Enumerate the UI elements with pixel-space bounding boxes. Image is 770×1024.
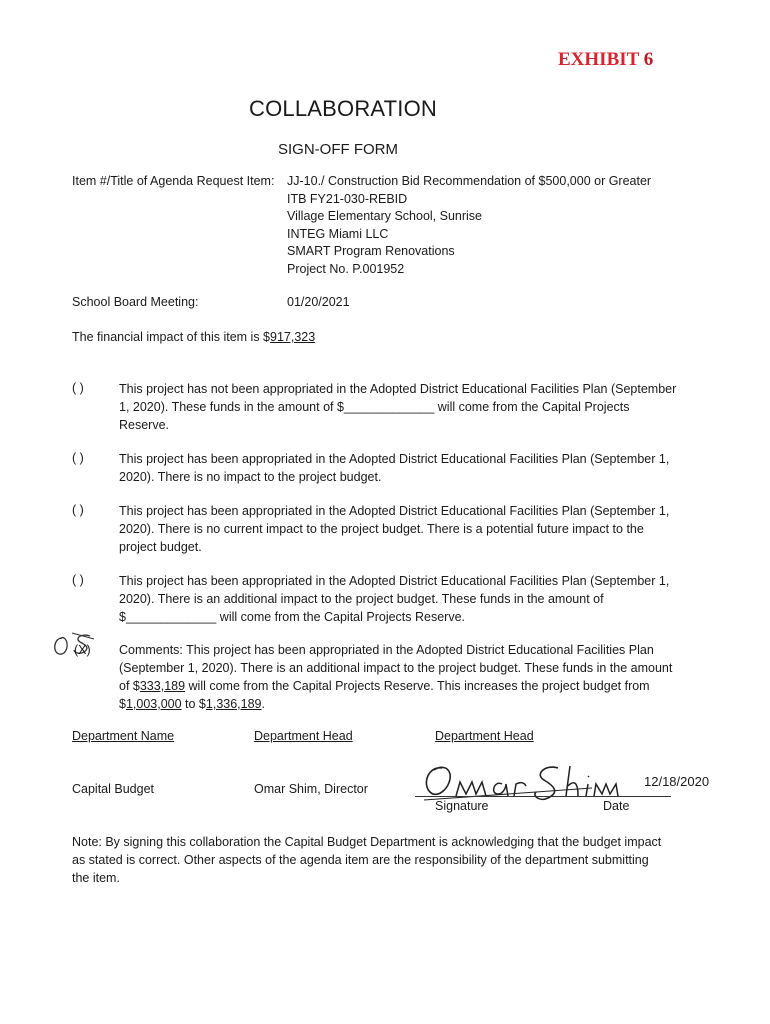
option-text	[119, 502, 681, 556]
comments-text-fragment: of $	[119, 679, 140, 693]
option-checkbox[interactable]: ( )	[72, 451, 84, 465]
exhibit-label	[558, 49, 653, 71]
comments-line	[119, 695, 681, 713]
option-line: 2020). There is no impact to the project budget.	[119, 470, 382, 484]
budget-from-amount: 1,003,000	[125, 697, 182, 711]
note-line: the item.	[72, 871, 120, 885]
meeting-date: 01/20/2021	[287, 295, 350, 309]
meeting-label: School Board Meeting:	[72, 295, 199, 309]
financial-prefix: The financial impact of this item is $	[72, 330, 270, 344]
exhibit-number: 6	[643, 49, 654, 70]
comments-line: (September 1, 2020). There is an additional impact to the project budget. These funds in the amount	[119, 661, 673, 675]
option-line: 2020). There is an additional impact to the project budget. These funds in the amount of	[119, 592, 604, 606]
department-name: Capital Budget	[72, 782, 155, 796]
option-line: This project has been appropriated in the Adopted District Educational Facilities Plan (September 1,	[119, 574, 670, 588]
comments-line	[119, 677, 681, 695]
item-line: Village Elementary School, Sunrise	[287, 209, 483, 223]
page-subtitle: SIGN-OFF FORM	[278, 141, 398, 158]
comments-amount: 333,189	[139, 679, 186, 693]
department-head-header-2: Department Head	[435, 729, 534, 743]
option-line: project budget.	[119, 540, 202, 554]
comments-text-fragment: to $	[181, 697, 206, 711]
department-head-header: Department Head	[254, 729, 353, 743]
page-title: COLLABORATION	[248, 96, 437, 121]
option-line: This project has not been appropriated in the Adopted District Educational Facilities Plan (September	[119, 382, 677, 396]
signature-line	[415, 796, 671, 797]
comments-checkbox[interactable]: (X)	[74, 643, 91, 657]
option-line: 2020). There is no current impact to the project budget. There is a potential future impact to the	[119, 522, 644, 536]
option-text	[119, 380, 681, 434]
note-line: as stated is correct. Other aspects of the agenda item are the responsibility of the department submitting	[72, 853, 649, 867]
signature-date: 12/18/2020	[644, 774, 710, 789]
option-text	[119, 572, 681, 626]
exhibit-word: EXHIBIT	[558, 49, 639, 70]
financial-impact	[72, 329, 315, 347]
signature-label: Signature	[435, 799, 489, 813]
option-line: 1, 2020). These funds in the amount of $_____________ will come from the Capital Projects	[119, 400, 630, 414]
option-checkbox[interactable]: ( )	[72, 381, 84, 395]
option-line: This project has been appropriated in the Adopted District Educational Facilities Plan (September 1,	[119, 504, 670, 518]
comments-line: Comments: This project has been appropriated in the Adopted District Educational Facilities Plan	[119, 643, 654, 657]
note-line: Note: By signing this collaboration the Capital Budget Department is acknowledging that the budget impact	[72, 835, 662, 849]
option-checkbox[interactable]: ( )	[72, 503, 84, 517]
item-line: INTEG Miami LLC	[287, 226, 389, 241]
comments-text-fragment: $	[119, 697, 126, 711]
item-line: JJ-10./ Construction Bid Recommendation of $500,000 or Greater	[287, 174, 652, 188]
comments-text	[119, 641, 681, 713]
budget-to-amount: 1,336,189	[205, 697, 262, 711]
option-text	[119, 450, 681, 486]
comments-text-fragment: .	[261, 697, 265, 711]
item-line: SMART Program Renovations	[287, 244, 455, 258]
department-name-header: Department Name	[72, 729, 175, 743]
financial-amount: 917,323	[270, 330, 316, 344]
option-line: $_____________ will come from the Capital Projects Reserve.	[119, 610, 466, 624]
item-label: Item #/Title of Agenda Request Item:	[72, 174, 275, 188]
date-label: Date	[603, 799, 630, 813]
note-text	[72, 833, 661, 887]
item-line: ITB FY21-030-REBID	[287, 191, 408, 206]
item-line: Project No. P.001952	[287, 261, 405, 276]
item-details	[287, 173, 651, 278]
option-line: This project has been appropriated in the Adopted District Educational Facilities Plan (September 1,	[119, 452, 670, 466]
option-line: Reserve.	[119, 418, 170, 432]
option-checkbox[interactable]: ( )	[72, 573, 84, 587]
department-head: Omar Shim, Director	[254, 782, 368, 796]
comments-text-fragment: will come from the Capital Projects Reserve. This increases the project budget from	[185, 679, 650, 693]
